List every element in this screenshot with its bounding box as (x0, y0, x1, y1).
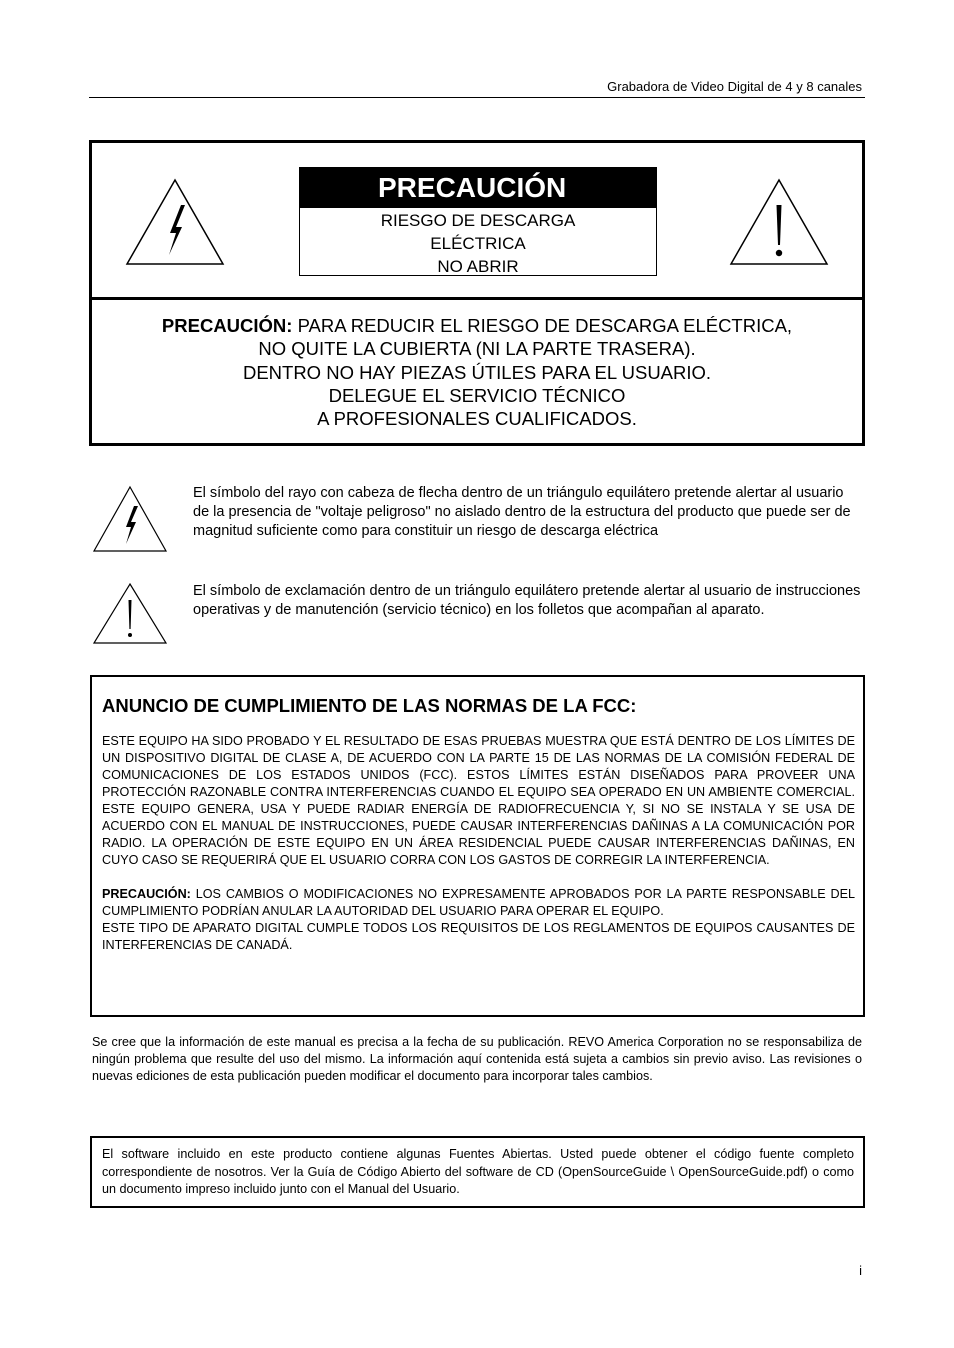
fcc-compliance-box (90, 675, 865, 1017)
caution-line: ELÉCTRICA (430, 234, 526, 253)
fcc-title: ANUNCIO DE CUMPLIMIENTO DE LAS NORMAS DE LA FCC: (102, 695, 637, 716)
caution-instruction-line (92, 314, 862, 337)
fcc-caution-label: PRECAUCIÓN: (102, 887, 191, 901)
caution-instruction-line: NO QUITE LA CUBIERTA (NI LA PARTE TRASERA). (258, 338, 696, 360)
page-header-title: Grabadora de Video Digital de 4 y 8 canales (607, 79, 862, 94)
exclamation-symbol-explanation (92, 582, 862, 644)
exclamation-triangle-icon (92, 582, 168, 646)
fcc-paragraph: ESTE EQUIPO HA SIDO PROBADO Y EL RESULTADO DE ESAS PRUEBAS MUESTRA QUE ESTÁ DENTRO DE LOS LÍMITES DE UN DISPOSITIVO DIGITAL DE CLASE A, DE ACUERDO CON LA PARTE 15 DE LAS NORMAS DE LA COMISIÓN FEDERAL DE COMUNICACIONES DE LOS ESTADOS UNIDOS (FCC). ESTOS LÍMITES ESTÁN DISEÑADOS PARA PROVEER UNA PROTECCIÓN RAZONABLE CONTRA INTERFERENCIAS CUANDO EL EQUIPO SEA OPERADO EN UN AMBIENTE COMERCIAL. ESTE EQUIPO GENERA, USA Y PUEDE RADIAR ENERGÍA DE RADIOFRECUENCIA Y, SI NO SE INSTALA Y SE USA DE ACUERDO CON EL MANUAL DE INSTRUCCIONES, PUEDE CAUSAR INTERFERENCIAS DAÑINAS A LA COMUNICACIÓN POR RADIO. LA OPERACIÓN DE ESTE EQUIPO EN UN ÁREA RESIDENCIAL PUEDE CAUSAR INTERFERENCIAS DAÑINAS, EN CUYO CASO SE REQUERIRÁ QUE EL USUARIO CORRA CON LOS GASTOS DE CORREGIR LA INTERFERENCIA. (102, 734, 855, 867)
fcc-body (102, 733, 855, 954)
lightning-warning-icon (124, 177, 226, 267)
fcc-caution-text: LOS CAMBIOS O MODIFICACIONES NO EXPRESAMENTE APROBADOS POR LA PARTE RESPONSABLE DEL CUMPLIMIENTO PODRÍAN ANULAR LA AUTORIDAD DEL USUARIO PARA OPERAR EL EQUIPO. (102, 887, 856, 918)
caution-line: NO ABRIR (437, 257, 519, 276)
exclamation-symbol-text: El símbolo de exclamación dentro de un triángulo equilátero pretende alertar al usuario de instrucciones operativas y de manutención (servicio técnico) en los folletos que acompañan al aparato. (193, 583, 861, 618)
caution-title: PRECAUCIÓN (300, 168, 656, 208)
caution-instructions (92, 314, 862, 430)
caution-instruction-line: A PROFESIONALES CUALIFICADOS. (317, 408, 637, 430)
caution-instruction-text: PARA REDUCIR EL RIESGO DE DESCARGA ELÉCTRICA, (297, 315, 793, 336)
caution-warning-box (89, 140, 865, 446)
open-source-notice-box (90, 1136, 865, 1208)
open-source-notice-text: El software incluido en este producto contiene algunas Fuentes Abiertas. Usted puede obtener el código fuente completo correspondiente de nosotros. Ver la Guía de Código Abierto del software de CD (OpenSourceGuide \ OpenSourceGuide.pdf) o como un documento impreso incluido junto con el Manual del Usuario. (102, 1147, 854, 1196)
header-rule (89, 97, 865, 98)
lightning-symbol-explanation (92, 484, 862, 564)
caution-warning-top (92, 143, 862, 300)
lightning-symbol-text: El símbolo del rayo con cabeza de flecha dentro de un triángulo equilátero pretende alertar al usuario de la presencia de "voltaje peligroso" no aislado dentro de la estructura del producto que puede ser de magnitud suficiente como para constituir un riesgo de descarga eléctrica (193, 485, 851, 539)
fcc-caution-paragraph (102, 886, 855, 920)
caution-instruction-label: PRECAUCIÓN: (161, 315, 293, 336)
page-number: i (859, 1263, 862, 1278)
caution-line: RIESGO DE DESCARGA (380, 211, 576, 230)
caution-instruction-line: DELEGUE EL SERVICIO TÉCNICO (328, 384, 626, 406)
caution-label-panel (299, 167, 657, 276)
caution-subtitle (300, 209, 656, 278)
disclaimer-text: Se cree que la información de este manual es precisa a la fecha de su publicación. REVO America Corporation no se responsabiliza de ningún problema que resulte del uso del mismo. La información aquí contenida está sujeta a cambios sin previo aviso. Las revisiones o nuevas ediciones de esta publicación pueden modificar el documento para incorporar tales cambios. (92, 1035, 862, 1083)
fcc-canada-paragraph: ESTE TIPO DE APARATO DIGITAL CUMPLE TODOS LOS REQUISITOS DE LOS REGLAMENTOS DE EQUIPOS CAUSANTES DE INTERFERENCIAS DE CANADÁ. (102, 921, 855, 952)
caution-instruction-line: DENTRO NO HAY PIEZAS ÚTILES PARA EL USUARIO. (242, 361, 712, 383)
lightning-triangle-icon (92, 484, 168, 554)
exclamation-warning-icon (728, 177, 830, 267)
